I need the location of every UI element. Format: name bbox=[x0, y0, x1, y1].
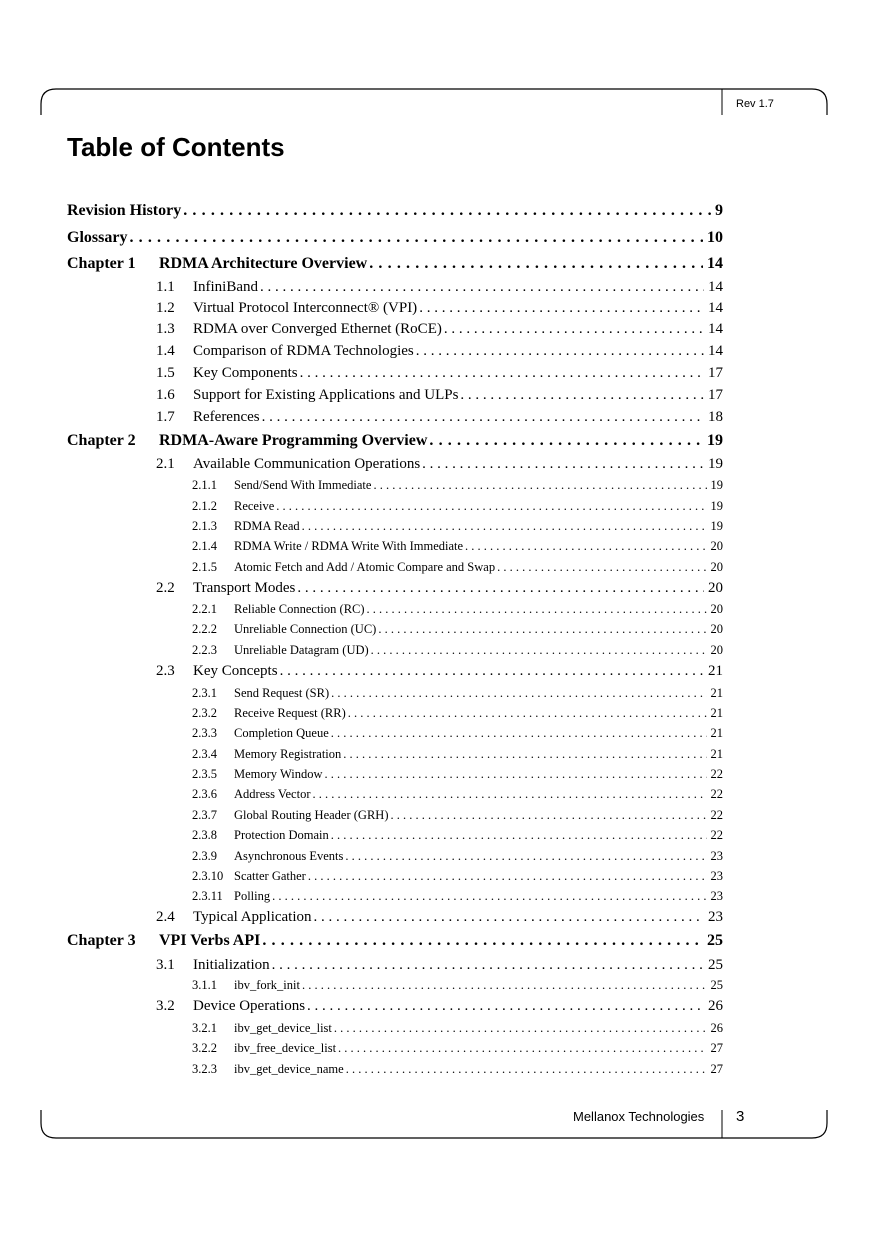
toc-entry-number: 3.2.1 bbox=[192, 1021, 217, 1035]
toc-entry-title: Scatter Gather bbox=[234, 869, 306, 883]
toc-dot-leader bbox=[367, 602, 707, 617]
toc-entry-page: 23 bbox=[710, 869, 723, 883]
toc-entry-title: Atomic Fetch and Add / Atomic Compare and Swap bbox=[234, 560, 496, 574]
toc-section-entry[interactable] bbox=[192, 726, 723, 741]
toc-entry-title: RDMA Write / RDMA Write With Immediate bbox=[234, 539, 464, 553]
toc-entry-title: Reliable Connection (RC) bbox=[234, 602, 365, 616]
footer-company: Mellanox Technologies bbox=[573, 1109, 705, 1124]
toc-dot-leader bbox=[331, 726, 707, 741]
toc-entry-page: 23 bbox=[710, 889, 723, 903]
toc-entry-page: 19 bbox=[708, 456, 723, 472]
toc-entry-number: Chapter 1 bbox=[67, 255, 136, 272]
toc-entry-page: 22 bbox=[710, 808, 723, 822]
toc-dot-leader bbox=[280, 663, 704, 680]
toc-entry-page: 25 bbox=[707, 932, 723, 949]
toc-entry-title: Revision History bbox=[67, 202, 182, 219]
toc-entry-title: ibv_get_device_list bbox=[234, 1021, 332, 1035]
toc-entry-title: Available Communication Operations bbox=[193, 456, 421, 472]
toc-entry-page: 20 bbox=[710, 560, 723, 574]
toc-entry-page: 19 bbox=[707, 432, 723, 449]
toc-dot-leader bbox=[429, 432, 703, 450]
toc-entry-page: 14 bbox=[708, 279, 723, 295]
toc-dot-leader bbox=[346, 1062, 707, 1077]
toc-entry-number: 1.5 bbox=[156, 365, 175, 381]
toc-dot-leader bbox=[313, 787, 707, 802]
toc-entry-page: 21 bbox=[710, 747, 723, 761]
toc-entry-title: VPI Verbs API bbox=[159, 932, 261, 949]
page-title: Table of Contents bbox=[67, 132, 285, 162]
toc-dot-leader bbox=[260, 279, 704, 296]
toc-entry-number: 1.4 bbox=[156, 343, 175, 359]
toc-entry-number: 2.3.5 bbox=[192, 767, 217, 781]
toc-entry-page: 14 bbox=[708, 321, 723, 337]
toc-section-entry[interactable] bbox=[192, 1041, 723, 1056]
toc-chapter-entry[interactable] bbox=[67, 229, 723, 247]
toc-section-entry[interactable] bbox=[192, 539, 723, 554]
toc-entry-number: 2.3.8 bbox=[192, 828, 217, 842]
toc-dot-leader bbox=[272, 957, 704, 974]
toc-entry-page: 14 bbox=[707, 255, 723, 272]
toc-entry-number: 2.3 bbox=[156, 663, 175, 679]
toc-section-entry[interactable] bbox=[192, 686, 723, 701]
toc-entry-page: 20 bbox=[710, 622, 723, 636]
toc-entry-number: Chapter 2 bbox=[67, 432, 136, 449]
toc-entry-page: 19 bbox=[710, 499, 723, 513]
toc-entry-title: Comparison of RDMA Technologies bbox=[193, 343, 414, 359]
toc-entry-number: 2.1.3 bbox=[192, 519, 217, 533]
toc-section-entry[interactable] bbox=[192, 787, 723, 802]
toc-chapter-entry[interactable] bbox=[67, 255, 723, 273]
toc-entry-title: Asynchronous Events bbox=[234, 849, 344, 863]
toc-section-entry[interactable] bbox=[156, 409, 723, 426]
toc-dot-leader bbox=[390, 808, 706, 823]
toc-section-entry[interactable] bbox=[192, 622, 723, 637]
header-frame bbox=[0, 0, 869, 130]
toc-entry-title: RDMA Read bbox=[234, 519, 300, 533]
toc-entry-title: Device Operations bbox=[193, 998, 306, 1014]
toc-entry-number: 2.2.2 bbox=[192, 622, 217, 636]
toc-entry-title: Global Routing Header (GRH) bbox=[234, 808, 389, 822]
toc-entry-title: ibv_fork_init bbox=[234, 978, 300, 992]
toc-entry-page: 26 bbox=[710, 1021, 723, 1035]
toc-entry-title: ibv_get_device_name bbox=[234, 1062, 344, 1076]
toc-dot-leader bbox=[262, 932, 703, 950]
toc-dot-leader bbox=[302, 978, 707, 993]
toc-entry-page: 17 bbox=[708, 387, 723, 403]
toc-dot-leader bbox=[276, 499, 706, 514]
toc-dot-leader bbox=[334, 1021, 707, 1036]
toc-entry-title: Typical Application bbox=[193, 909, 312, 925]
toc-entry-page: 17 bbox=[708, 365, 723, 381]
toc-entry-title: Protection Domain bbox=[234, 828, 329, 842]
toc-dot-leader bbox=[307, 998, 704, 1015]
toc-entry-page: 23 bbox=[710, 849, 723, 863]
toc-entry-number: 2.3.1 bbox=[192, 686, 217, 700]
toc-entry-title: Memory Window bbox=[234, 767, 323, 781]
toc-section-entry[interactable] bbox=[156, 909, 723, 926]
toc-entry-number: 2.3.11 bbox=[192, 889, 223, 903]
toc-entry-title: Key Concepts bbox=[193, 663, 278, 679]
toc-entry-title: References bbox=[193, 409, 260, 425]
toc-entry-page: 22 bbox=[710, 787, 723, 801]
toc-entry-number: 2.2.3 bbox=[192, 643, 217, 657]
toc-entry-page: 26 bbox=[708, 998, 723, 1014]
toc-entry-title: Initialization bbox=[193, 957, 270, 973]
toc-entry-page: 25 bbox=[710, 978, 723, 992]
toc-entry-page: 22 bbox=[710, 828, 723, 842]
toc-entry-number: 2.1.5 bbox=[192, 560, 217, 574]
toc-entry-page: 21 bbox=[708, 663, 723, 679]
toc-entry-number: 1.7 bbox=[156, 409, 175, 425]
toc-section-entry[interactable] bbox=[192, 1021, 723, 1036]
toc-entry-page: 19 bbox=[710, 519, 723, 533]
toc-dot-leader bbox=[262, 409, 704, 426]
toc-chapter-entry[interactable] bbox=[67, 932, 723, 950]
toc-entry-page: 18 bbox=[708, 409, 723, 425]
toc-dot-leader bbox=[422, 456, 704, 473]
toc-section-entry[interactable] bbox=[156, 300, 723, 317]
toc-dot-leader bbox=[331, 828, 707, 843]
toc-entry-page: 9 bbox=[715, 202, 723, 219]
toc-section-entry[interactable] bbox=[192, 519, 723, 534]
toc-entry-page: 10 bbox=[707, 229, 723, 246]
toc-entry-number: 2.2 bbox=[156, 580, 175, 596]
toc-section-entry[interactable] bbox=[192, 767, 723, 782]
toc-dot-leader bbox=[338, 1041, 706, 1056]
toc-section-entry[interactable] bbox=[192, 643, 723, 658]
toc-entry-title: Address Vector bbox=[234, 787, 311, 801]
revision-label: Rev 1.7 bbox=[736, 98, 774, 110]
toc-entry-title: RDMA-Aware Programming Overview bbox=[159, 432, 428, 449]
toc-entry-number: 2.3.7 bbox=[192, 808, 217, 822]
toc-section-entry[interactable] bbox=[156, 998, 723, 1015]
toc-entry-title: RDMA Architecture Overview bbox=[159, 255, 368, 272]
toc-entry-page: 27 bbox=[710, 1041, 723, 1055]
toc-dot-leader bbox=[371, 643, 707, 658]
toc-entry-number: 1.3 bbox=[156, 321, 175, 337]
toc-entry-page: 27 bbox=[710, 1062, 723, 1076]
toc-dot-leader bbox=[297, 580, 704, 597]
toc-entry-title: Glossary bbox=[67, 229, 128, 246]
toc-entry-title: RDMA over Converged Ethernet (RoCE) bbox=[193, 321, 442, 337]
toc-section-entry[interactable] bbox=[156, 279, 723, 296]
toc-entry-title: InfiniBand bbox=[193, 279, 258, 295]
toc-dot-leader bbox=[272, 889, 706, 904]
toc-entry-title: Key Components bbox=[193, 365, 298, 381]
toc-entry-number: 2.3.4 bbox=[192, 747, 217, 761]
toc-entry-title: Transport Modes bbox=[193, 580, 296, 596]
toc-entry-number: 3.2 bbox=[156, 998, 175, 1014]
toc-section-entry[interactable] bbox=[192, 1062, 723, 1077]
toc-section-entry[interactable] bbox=[156, 387, 723, 404]
toc-dot-leader bbox=[419, 300, 704, 317]
toc-dot-leader bbox=[183, 202, 711, 220]
toc-entry-number: 2.3.9 bbox=[192, 849, 217, 863]
toc-entry-number: 2.3.3 bbox=[192, 726, 217, 740]
toc-dot-leader bbox=[331, 686, 706, 701]
toc-entry-title: Receive bbox=[234, 499, 275, 513]
toc-section-entry[interactable] bbox=[156, 456, 723, 473]
toc-section-entry[interactable] bbox=[192, 808, 723, 823]
toc-chapter-entry[interactable] bbox=[67, 202, 723, 220]
toc-section-entry[interactable] bbox=[156, 321, 723, 338]
footer-page-number: 3 bbox=[736, 1108, 745, 1125]
toc-dot-leader bbox=[300, 365, 704, 382]
toc-entry-title: Send/Send With Immediate bbox=[234, 478, 372, 492]
toc-dot-leader bbox=[343, 747, 706, 762]
toc-entry-number: 2.1.1 bbox=[192, 478, 217, 492]
toc-entry-title: Support for Existing Applications and ULPs bbox=[193, 387, 459, 403]
toc-entry-title: ibv_free_device_list bbox=[234, 1041, 337, 1055]
toc-entry-number: 3.1.1 bbox=[192, 978, 217, 992]
toc-chapter-entry[interactable] bbox=[67, 432, 723, 450]
toc-section-entry[interactable] bbox=[156, 343, 723, 360]
toc-section-entry[interactable] bbox=[192, 978, 723, 993]
toc-dot-leader bbox=[302, 519, 707, 534]
toc-entry-title: Unreliable Datagram (UD) bbox=[234, 643, 369, 657]
toc-entry-page: 21 bbox=[710, 706, 723, 720]
toc-entry-number: 1.2 bbox=[156, 300, 175, 316]
toc-entry-page: 23 bbox=[708, 909, 723, 925]
toc-dot-leader bbox=[129, 229, 703, 247]
toc-section-entry[interactable] bbox=[192, 560, 723, 575]
toc-entry-number: Chapter 3 bbox=[67, 932, 136, 949]
toc-section-entry[interactable] bbox=[156, 957, 723, 974]
toc-entry-page: 25 bbox=[708, 957, 723, 973]
toc-entry-page: 20 bbox=[710, 539, 723, 553]
toc-section-entry[interactable] bbox=[192, 828, 723, 843]
toc-entry-page: 20 bbox=[710, 643, 723, 657]
toc-entry-page: 14 bbox=[708, 300, 723, 316]
toc-section-entry[interactable] bbox=[156, 365, 723, 382]
toc-entry-page: 14 bbox=[708, 343, 723, 359]
toc-dot-leader bbox=[465, 539, 706, 554]
toc-entry-number: 3.2.3 bbox=[192, 1062, 217, 1076]
toc-entry-number: 1.1 bbox=[156, 279, 175, 295]
toc-section-entry[interactable] bbox=[192, 478, 723, 493]
toc-section-entry[interactable] bbox=[192, 869, 723, 884]
toc-entry-number: 3.2.2 bbox=[192, 1041, 217, 1055]
toc-entry-number: 2.3.6 bbox=[192, 787, 217, 801]
toc-section-entry[interactable] bbox=[192, 706, 723, 721]
toc-dot-leader bbox=[348, 706, 707, 721]
toc-entry-number: 2.1.2 bbox=[192, 499, 217, 513]
toc-entry-title: Receive Request (RR) bbox=[234, 706, 346, 720]
toc-entry-title: Unreliable Connection (UC) bbox=[234, 622, 377, 636]
toc-entry-title: Memory Registration bbox=[234, 747, 342, 761]
toc-dot-leader bbox=[416, 343, 704, 360]
toc-entry-page: 20 bbox=[708, 580, 723, 596]
toc-section-entry[interactable] bbox=[192, 499, 723, 514]
toc-entry-page: 21 bbox=[710, 726, 723, 740]
toc-entry-number: 3.1 bbox=[156, 957, 175, 973]
toc-dot-leader bbox=[460, 387, 704, 404]
toc-entry-page: 21 bbox=[710, 686, 723, 700]
toc-entry-number: 2.3.10 bbox=[192, 869, 224, 883]
toc-entry-page: 20 bbox=[710, 602, 723, 616]
toc-section-entry[interactable] bbox=[192, 747, 723, 762]
toc-entry-number: 2.1.4 bbox=[192, 539, 217, 553]
toc-entry-title: Polling bbox=[234, 889, 271, 903]
toc-entry-number: 1.6 bbox=[156, 387, 175, 403]
toc-entry-page: 19 bbox=[710, 478, 723, 492]
toc-dot-leader bbox=[308, 869, 707, 884]
toc-entry-number: 2.4 bbox=[156, 909, 175, 925]
toc-entry-number: 2.1 bbox=[156, 456, 175, 472]
toc-dot-leader bbox=[314, 909, 704, 926]
toc-entry-title: Send Request (SR) bbox=[234, 686, 330, 700]
toc-entry-title: Completion Queue bbox=[234, 726, 329, 740]
toc-dot-leader bbox=[497, 560, 706, 575]
toc-section-entry[interactable] bbox=[192, 849, 723, 864]
toc-entry-page: 22 bbox=[710, 767, 723, 781]
toc-entry-number: 2.2.1 bbox=[192, 602, 217, 616]
toc-dot-leader bbox=[345, 849, 706, 864]
toc-dot-leader bbox=[325, 767, 707, 782]
toc-section-entry[interactable] bbox=[156, 663, 723, 680]
toc-dot-leader bbox=[369, 255, 703, 273]
toc-section-entry[interactable] bbox=[156, 580, 723, 597]
toc-dot-leader bbox=[444, 321, 704, 338]
toc-dot-leader bbox=[373, 478, 706, 493]
toc-section-entry[interactable] bbox=[192, 602, 723, 617]
toc-entry-title: Virtual Protocol Interconnect® (VPI) bbox=[193, 300, 418, 316]
toc-section-entry[interactable] bbox=[192, 889, 723, 904]
toc-entry-number: 2.3.2 bbox=[192, 706, 217, 720]
toc-dot-leader bbox=[378, 622, 706, 637]
